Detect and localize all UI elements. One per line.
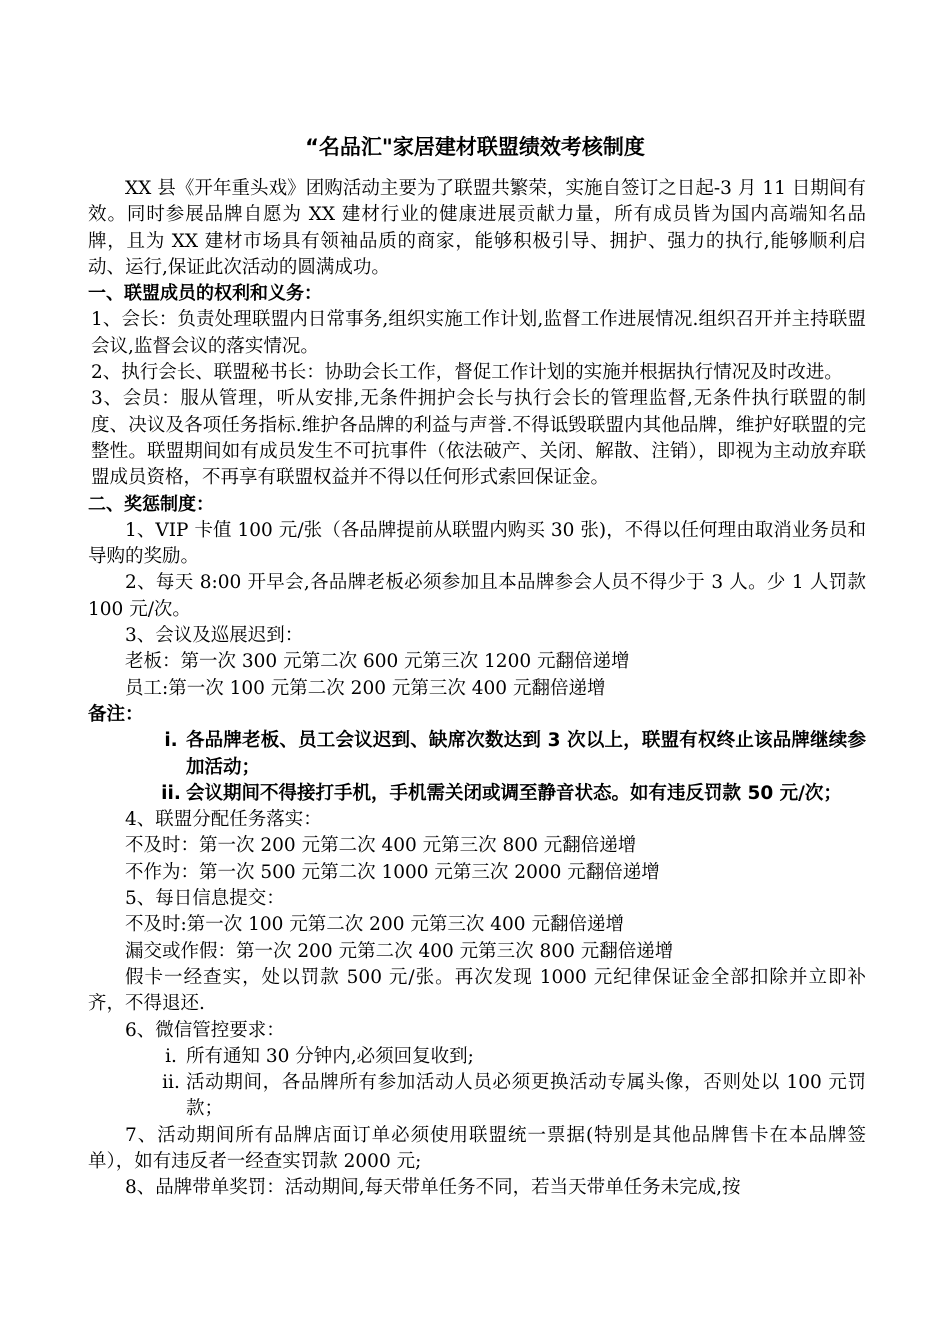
- rule-task-heading: 4、联盟分配任务落实：: [125, 809, 322, 831]
- wechat-rule-item: [88, 1044, 866, 1070]
- rule-fake-card: 假卡一经查实，处以罚款 500 元/张。再次发现 1000 元纪律保证金全部扣除并立即补齐，不得退还.: [88, 966, 866, 1015]
- section-heading-rights: 一、联盟成员的权利和义务：: [88, 283, 322, 305]
- intro-paragraph: XX 县《开年重头戏》团购活动主要为了联盟共繁荣，实施自签订之日起-3 月 11 日期间有效。同时参展品牌自愿为 XX 建材行业的健康进展贡献力量，所有成员皆为国内高端知名品牌，且为 XX 建材市场具有领袖品质的商家，能够积极引导、拥护、强力的执行,能够顺利启动、运行,保证此次活动的圆满成功。: [88, 178, 866, 278]
- rights-item-executive: 2、执行会长、联盟秘书长：协助会长工作，督促工作计划的实施并根据执行情况及时改进。: [91, 362, 843, 384]
- rule-info-heading: 5、每日信息提交：: [125, 888, 285, 910]
- rule-info-fake: 漏交或作假：第一次 200 元第二次 400 元第三次 800 元翻倍递增: [125, 940, 674, 962]
- rule-wechat-heading: 6、微信管控要求：: [125, 1019, 285, 1041]
- wechat-rule-text: 活动期间，各品牌所有参加活动人员必须更换活动专属头像，否则处以 100 元罚款；: [186, 1072, 866, 1120]
- rule-vip-card: 1、VIP 卡值 100 元/张（各品牌提前从联盟内购买 30 张)，不得以任何理由取消业务员和导购的奖励。: [88, 519, 866, 568]
- rule-late-heading: 3、会议及巡展迟到：: [125, 625, 304, 647]
- rule-morning-meeting: 2、每天 8:00 开早会,各品牌老板必须参加且本品牌参会人员不得少于 3 人。少 1 人罚款 100 元/次。: [88, 572, 866, 620]
- rule-task-late: 不及时：第一次 200 元第二次 400 元第三次 800 元翻倍递增: [125, 835, 637, 857]
- wechat-rule-text: 所有通知 30 分钟内,必须回复收到;: [186, 1045, 474, 1067]
- rule-late-boss: 老板：第一次 300 元第二次 600 元第三次 1200 元翻倍递增: [125, 651, 630, 673]
- note-item: [88, 781, 866, 807]
- rights-item-president: 1、会长：负责处理联盟内日常事务,组织实施工作计划,监督工作进展情况.组织召开并主持联盟会议,监督会议的落实情况。: [91, 309, 866, 357]
- section-heading-rewards: 二、奖惩制度：: [88, 493, 214, 515]
- document-body: [88, 176, 866, 1202]
- note-text: 会议期间不得接打手机，手机需关闭或调至静音状态。如有违反罚款 50 元/次；: [186, 782, 842, 804]
- rule-brand-orders: 8、品牌带单奖罚：活动期间,每天带单任务不同，若当天带单任务未完成,按: [125, 1177, 741, 1199]
- wechat-rule-item: [88, 1070, 866, 1123]
- rule-late-staff: 员工:第一次 100 元第二次 200 元第三次 400 元翻倍递增: [125, 677, 606, 699]
- note-item: [88, 728, 866, 781]
- rule-info-late: 不及时:第一次 100 元第二次 200 元第三次 400 元翻倍递增: [125, 914, 624, 936]
- note-text: 各品牌老板、员工会议迟到、缺席次数达到 3 次以上，联盟有权终止该品牌继续参加活动；: [186, 730, 866, 778]
- note-number: i.: [164, 730, 178, 752]
- rule-task-none: 不作为：第一次 500 元第二次 1000 元第三次 2000 元翻倍递增: [125, 861, 660, 883]
- rule-unified-receipt: 7、活动期间所有品牌店面订单必须使用联盟统一票据(特别是其他品牌售卡在本品牌签单），如有违反者一经查实罚款 2000 元;: [88, 1124, 866, 1172]
- document-title: “名品汇"家居建材联盟绩效考核制度: [305, 135, 645, 159]
- note-number: ii.: [161, 782, 181, 804]
- wechat-rule-number: i.: [165, 1045, 177, 1067]
- wechat-rule-number: ii.: [162, 1072, 180, 1094]
- note-heading: 备注：: [88, 703, 144, 725]
- rights-item-member: 3、会员：服从管理，听从安排,无条件拥护会长与执行会长的管理监督,无条件执行联盟的制度、决议及各项任务指标.维护各品牌的利益与声誉.不得诋毁联盟内其他品牌，维护好联盟的完整性。联盟期间如有成员发生不可抗事件（依法破产、关闭、解散、注销），即视为主动放弃联盟成员资格，不再享有联盟权益并不得以任何形式索回保证金。: [91, 388, 866, 489]
